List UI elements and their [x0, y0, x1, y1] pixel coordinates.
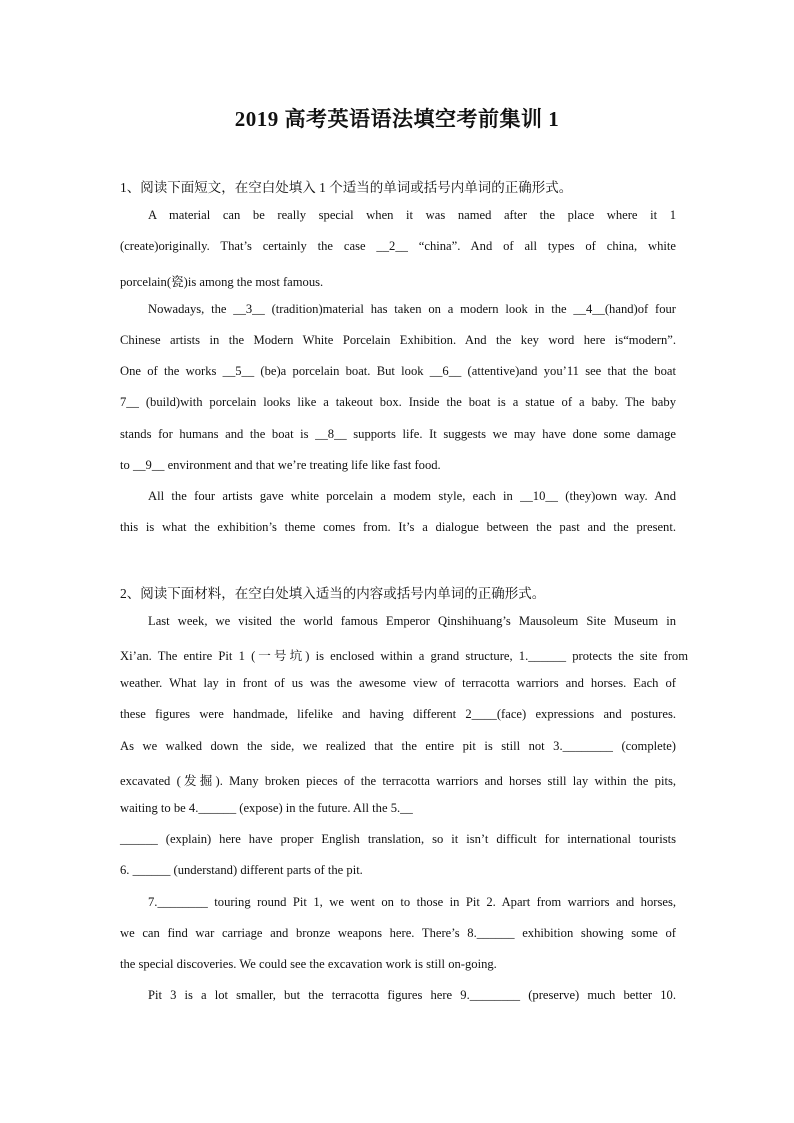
s1-line-4: Nowadays, the __3__ (tradition)material has taken on a modern look in the __4__(hand)of four: [148, 302, 676, 316]
s1-line-9: to __9__ environment and that we’re treating life like fast food.: [120, 458, 441, 472]
s2-line-1: Last week, we visited the world famous Emperor Qinshihuang’s Mausoleum Site Museum in: [148, 614, 676, 628]
s1-line-8: stands for humans and the boat is __8__ supports life. It suggests we may have done some damage: [120, 427, 676, 441]
s1-line-1: A material can be really special when it was named after the place where it 1: [148, 208, 676, 222]
s2-line-10: 7.________ touring round Pit 1, we went on to those in Pit 2. Apart from warriors and horses,: [148, 895, 676, 909]
s2-line-13: Pit 3 is a lot smaller, but the terracotta figures here 9.________ (preserve) much better 10.: [148, 988, 676, 1002]
s1-line-7: 7__ (build)with porcelain looks like a takeout box. Inside the boat is a statue of a baby. The baby: [120, 395, 676, 409]
s2-line-4: these figures were handmade, lifelike and having different 2____(face) expressions and postures.: [120, 707, 676, 721]
s1-line-2: (create)originally. That’s certainly the case __2__ “china”. And of all types of china, white: [120, 239, 676, 253]
s2-line-5: As we walked down the side, we realized that the entire pit is still not 3.________ (complete): [120, 739, 676, 753]
s2-line-11: we can find war carriage and bronze weapons here. There’s 8.______ exhibition showing some of: [120, 926, 676, 940]
s2-line-3: weather. What lay in front of us was the awesome view of terracotta warriors and horses. Each of: [120, 676, 676, 690]
page-title: 2019 高考英语语法填空考前集训 1: [234, 107, 560, 131]
s2-line-6: excavated (发掘). Many broken pieces of the terracotta warriors and horses still lay within the pits,: [120, 774, 676, 788]
s1-line-3: porcelain(瓷)is among the most famous.: [120, 275, 324, 289]
s2-line-7: waiting to be 4.______ (expose) in the future. All the 5.__: [120, 801, 413, 815]
section2-heading: 2、阅读下面材料，在空白处填入适当的内容或括号内单词的正确形式。: [120, 586, 546, 601]
s2-line-9: 6. ______ (understand) different parts of the pit.: [120, 863, 363, 877]
s1-line-10: All the four artists gave white porcelain a modem style, each in __10__ (they)own way. And: [148, 489, 676, 503]
s1-line-11: this is what the exhibition’s theme comes from. It’s a dialogue between the past and the present.: [120, 520, 676, 534]
s2-line-8: ______ (explain) here have proper English translation, so it isn’t difficult for international tourists: [120, 832, 676, 846]
s1-line-6: One of the works __5__ (be)a porcelain boat. But look __6__ (attentive)and you’11 see that the boat: [120, 364, 676, 378]
s2-line-12: the special discoveries. We could see the excavation work is still on-going.: [120, 957, 497, 971]
s1-line-5: Chinese artists in the Modern White Porcelain Exhibition. And the key word here is“modern”.: [120, 333, 676, 347]
s2-line-2: Xi’an. The entire Pit 1 (一号坑) is enclosed within a grand structure, 1.______ protects the site from: [120, 649, 688, 663]
section1-heading: 1、阅读下面短文，在空白处填入 1 个适当的单词或括号内单词的正确形式。: [120, 180, 573, 195]
